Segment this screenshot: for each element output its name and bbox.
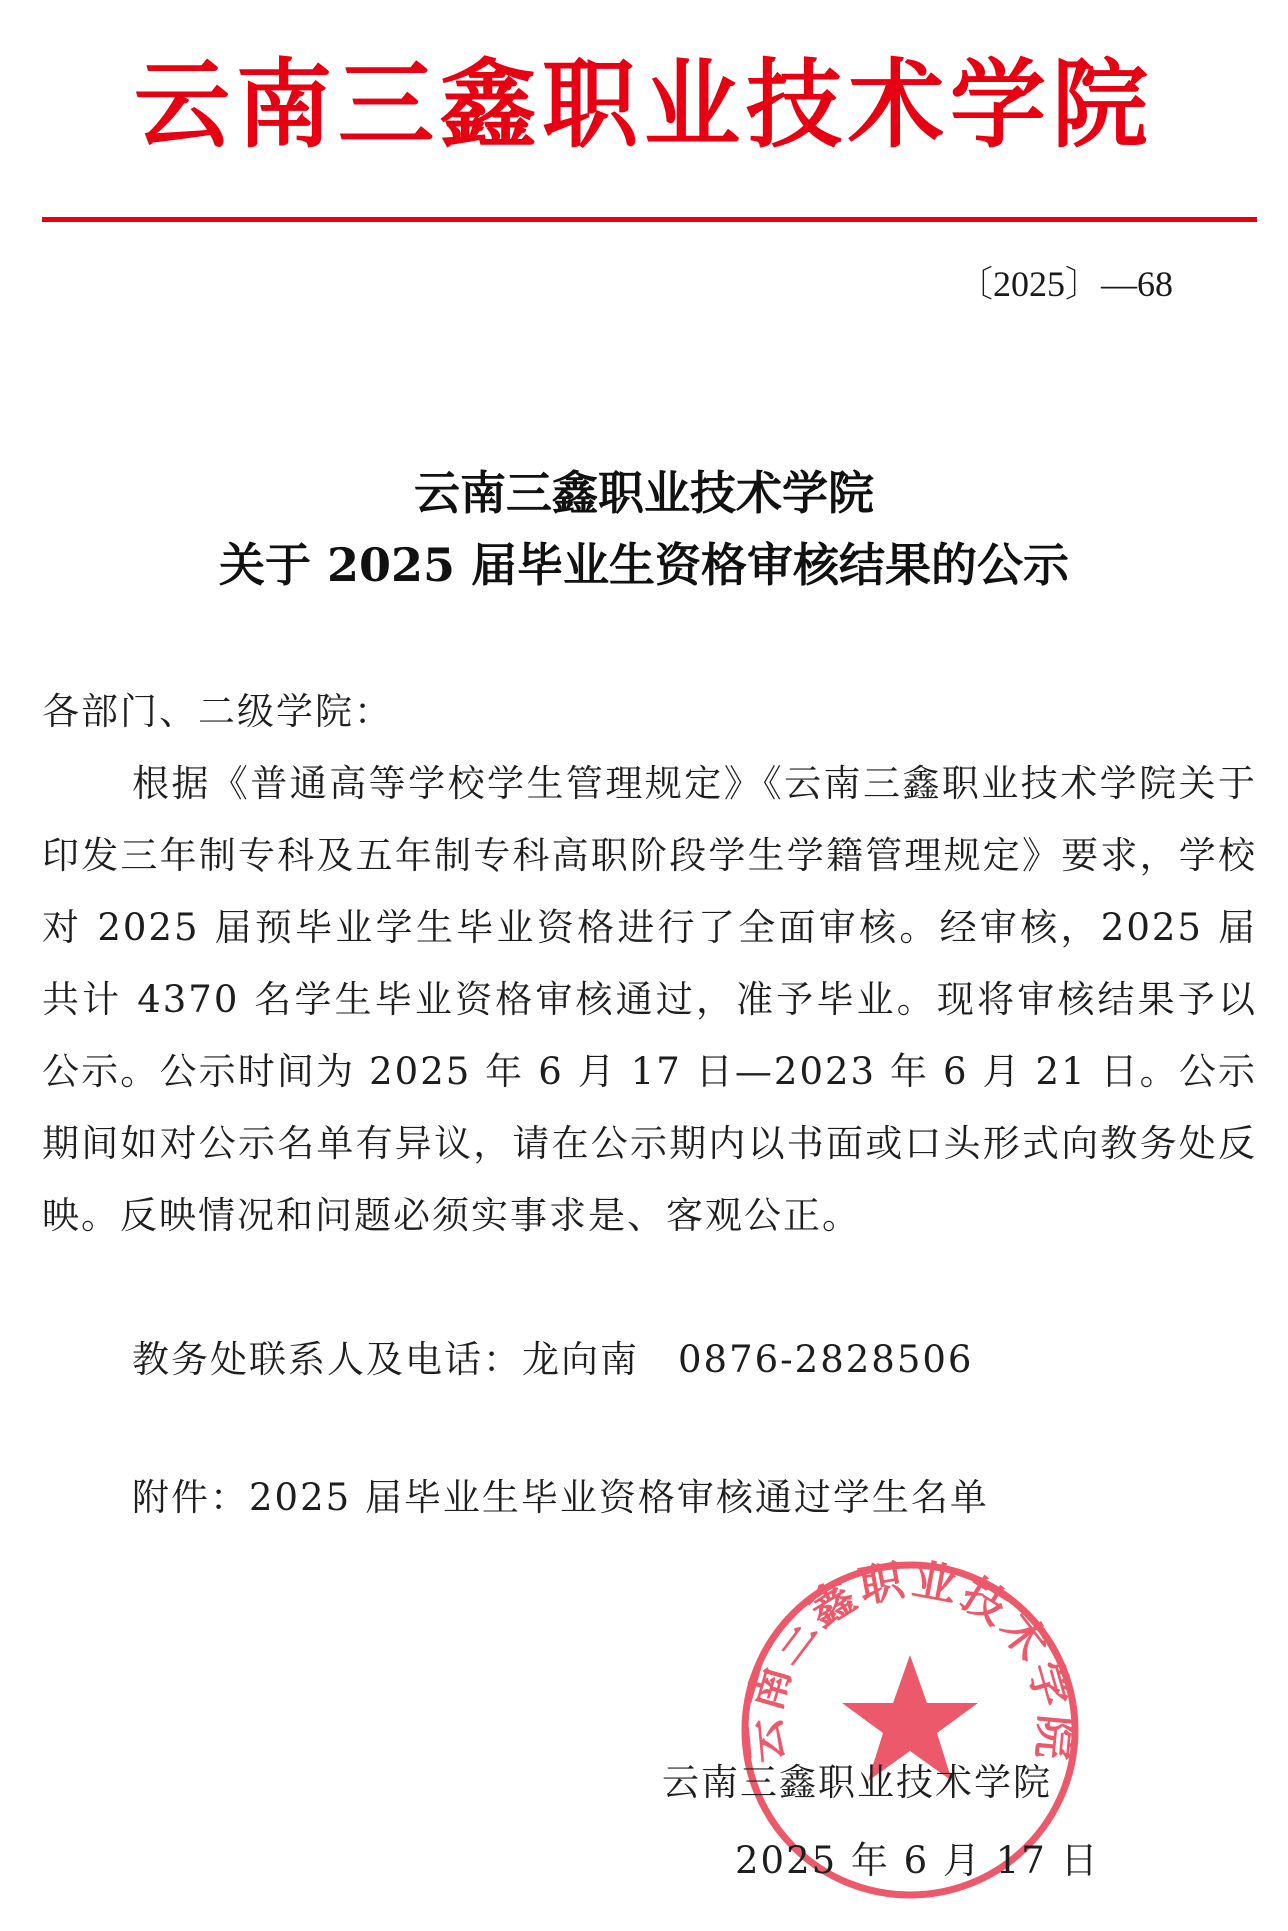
notice-title-line1: 云南三鑫职业技术学院 [414,466,874,520]
salutation: 各部门、二级学院： [42,690,393,733]
contact-line: 教务处联系人及电话：龙向南 0876-2828506 [132,1338,974,1381]
red-divider-line [42,217,1257,222]
attachment-line: 附件：2025 届毕业生毕业资格审核通过学生名单 [132,1476,989,1519]
body-paragraph: 根据《普通高等学校学生管理规定》《云南三鑫职业技术学院关于印发三年制专科及五年制专科高职阶段学生学籍管理规定》要求，学校对 2025 届预毕业学生毕业资格进行了全面审核。经审核，2025 届共计 4370 名学生毕业资格审核通过，准予毕业。现将审核结果予以公示。公示时间为 2025 年 6 月 17 日—2023 年 6 月 21 日。公示期间如对公示名单有异议，请在公示期内以书面或口头形式向教务处反映。反映情况和问题必须实事求是、客观公正。 [42,762,1257,1237]
masthead-title: 云南三鑫职业技术学院 [134,48,1154,161]
notice-title-line2: 关于 2025 届毕业生资格审核结果的公示 [218,538,1070,592]
seal-text: 云南三鑫职业技术学院 [738,1555,1082,1766]
issue-date: 2025 年 6 月 17 日 [735,1839,1100,1882]
issuer-name: 云南三鑫职业技术学院 [662,1761,1052,1804]
document-number: 〔2025〕—68 [956,264,1173,304]
